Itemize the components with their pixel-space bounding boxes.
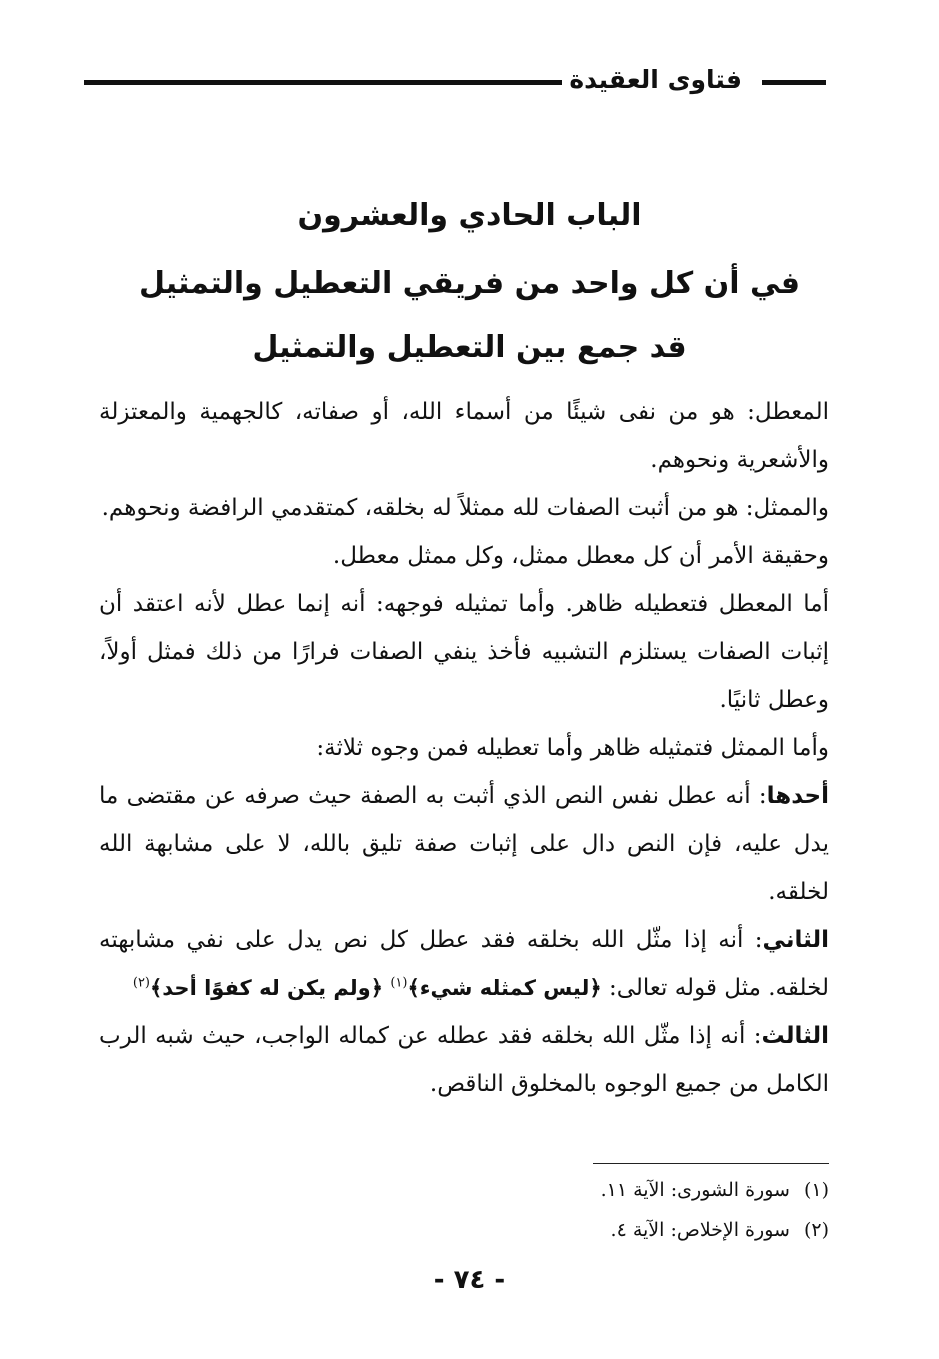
- paragraph-text: : هو من نفى شيئًا من أسماء الله، أو صفاته، كالجهمية والمعتزلة والأشعرية ونحوهم.: [99, 399, 829, 473]
- header-rule-right: [762, 80, 826, 85]
- footnote-number: (٢): [803, 1219, 829, 1241]
- chapter-title-line1: الباب الحادي والعشرون: [297, 198, 642, 233]
- paragraph-mumaththil-intro: [99, 724, 829, 772]
- paragraph-third-aspect: [99, 1012, 829, 1108]
- chapter-title-line2: في أن كل واحد من فريقي التعطيل والتمثيل: [139, 266, 800, 301]
- paragraph-mumaththil: [99, 484, 829, 532]
- footnote-number: (١): [803, 1179, 829, 1201]
- paragraph-muattil-explanation: [99, 580, 829, 724]
- quran-verse-1: ﴿ليس كمثله شيء﴾: [407, 976, 602, 1000]
- paragraph-muattil: [99, 388, 829, 484]
- page-number: - ٧٤ -: [433, 1265, 506, 1295]
- paragraph-text: : هو من أثبت الصفات لله ممثلاً له بخلقه، كمتقدمي الرافضة ونحوهم.: [101, 495, 754, 521]
- term-second: الثاني: [762, 927, 829, 953]
- running-header: [84, 60, 826, 100]
- header-title: فتاوى العقيدة: [569, 65, 742, 94]
- footnote-1: [99, 1170, 829, 1210]
- footnote-text: سورة الشورى: الآية ١١.: [600, 1179, 790, 1201]
- paragraph-text: وأما الممثل فتمثيله ظاهر وأما تعطيله فمن وجوه ثلاثة:: [316, 735, 829, 761]
- header-rule-left: [84, 80, 562, 85]
- footnote-ref-1[interactable]: (١): [390, 975, 408, 991]
- paragraph-text: أما المعطل فتعطيله ظاهر. وأما تمثيله فوجهه: أنه إنما عطل لأنه اعتقد أن إثبات الصفات يستلزم التشبيه فأخذ ينفي الصفات فرارًا من ذلك فمثل أولاً، وعطل ثانيًا.: [99, 591, 829, 713]
- paragraph-reality: [99, 532, 829, 580]
- paragraph-text: : أنه إذا مثّل الله بخلقه فقد عطل كل نص يدل على نفي مشابهته لخلقه. مثل قوله تعالى:: [99, 927, 829, 1001]
- term-first: أحدها: [766, 783, 829, 809]
- paragraph-first-aspect: [99, 772, 829, 916]
- paragraph-text: وحقيقة الأمر أن كل معطل ممثل، وكل ممثل معطل.: [332, 543, 829, 569]
- paragraph-text: : أنه إذا مثّل الله بخلقه فقد عطله عن كماله الواجب، حيث شبه الرب الكامل من جميع الوجوه بالمخلوق الناقص.: [99, 1023, 829, 1097]
- chapter-title-line3: قد جمع بين التعطيل والتمثيل: [252, 330, 687, 365]
- paragraph-text: : أنه عطل نفس النص الذي أثبت به الصفة حيث صرفه عن مقتضى ما يدل عليه، فإن النص دال على إثبات صفة تليق بالله، لا على مشابهة الله لخلقه.: [99, 783, 829, 905]
- footnote-rule: [593, 1163, 829, 1164]
- term-third: الثالث: [761, 1023, 829, 1049]
- paragraph-second-aspect: [99, 916, 829, 1012]
- footnote-ref-2[interactable]: (٢): [132, 975, 150, 991]
- footnote-text: سورة الإخلاص: الآية ٤.: [610, 1219, 790, 1241]
- quran-verse-2: ﴿ولم يكن له كفوًا أحد﴾: [150, 976, 384, 1000]
- term-mumaththil: والممثل: [753, 495, 829, 521]
- footnotes: [99, 1170, 829, 1250]
- body-text: [99, 388, 829, 1108]
- footnote-2: [99, 1210, 829, 1250]
- term-muattil: المعطل: [754, 399, 829, 425]
